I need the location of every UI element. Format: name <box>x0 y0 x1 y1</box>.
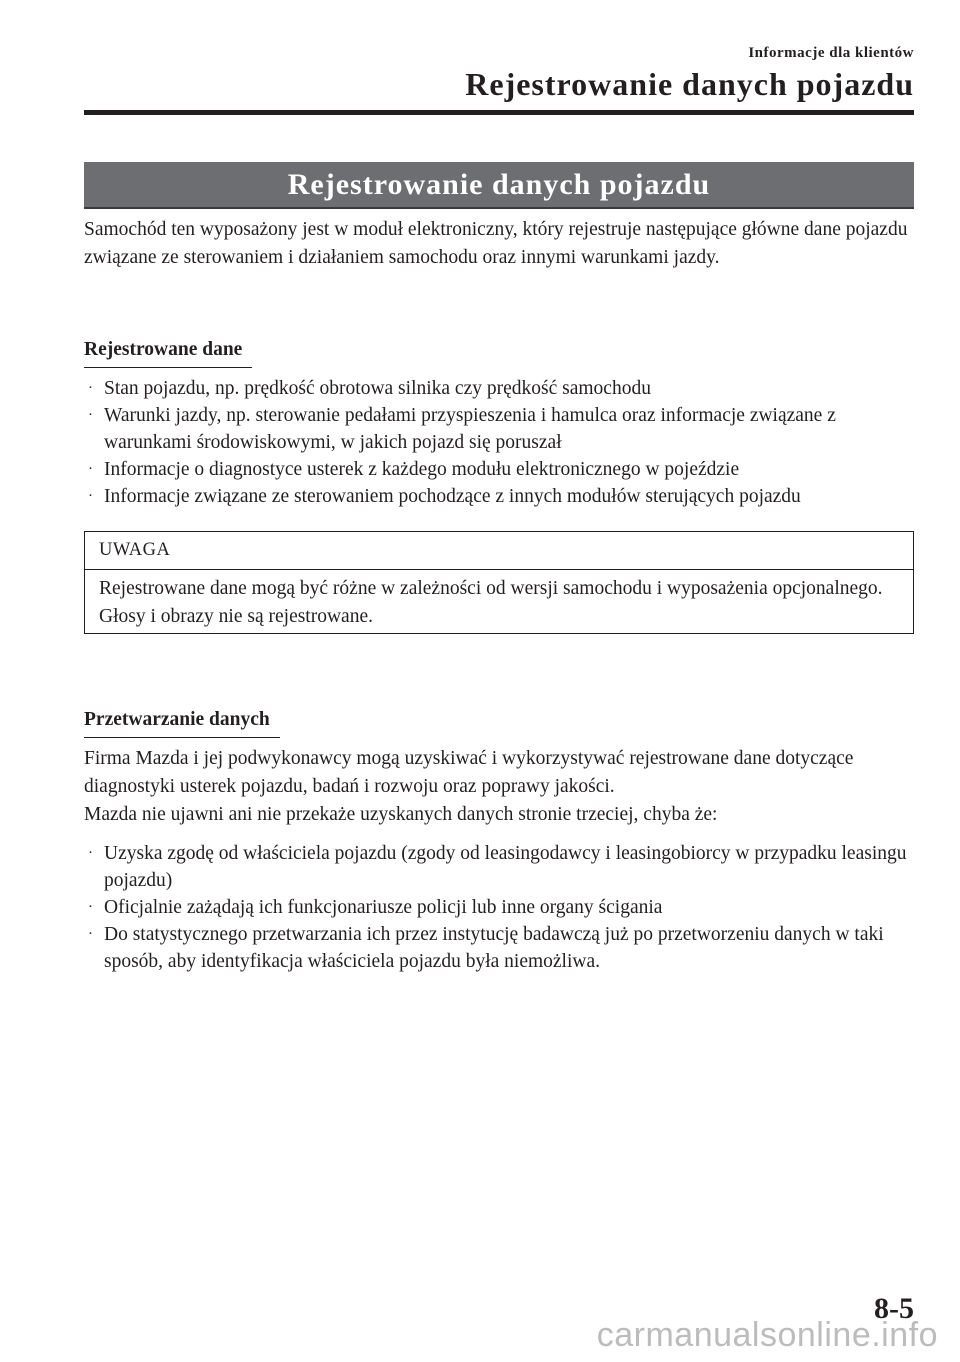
watermark: carmanualsonline.info <box>596 1316 938 1354</box>
intro-paragraph: Samochód ten wyposażony jest w moduł elektroniczny, który rejestruje następujące główne dane pojazdu związane ze sterowaniem i działaniem samochodu oraz innymi warunkami jazdy. <box>84 219 908 268</box>
list-item-text: Stan pojazdu, np. prędkość obrotowa silnika czy prędkość samochodu <box>104 378 651 399</box>
section-banner-title: Rejestrowanie danych pojazdu <box>287 167 711 201</box>
note-box <box>84 531 914 634</box>
section-banner <box>84 162 914 209</box>
list-item-text: Oficjalnie zażądają ich funkcjonariusze policji lub inne organy ścigania <box>104 897 663 918</box>
header-rule <box>84 110 914 115</box>
recorded-data-list <box>84 375 914 510</box>
bullet-dot: · <box>88 407 93 423</box>
bullet-dot: · <box>88 488 93 504</box>
list-item-text: Do statystycznego przetwarzania ich przez instytucję badawczą już po przetworzeniu danych w taki sposób, aby identyfikacja właściciela pojazdu była niemożliwa. <box>104 924 884 972</box>
page-number: 8-5 <box>874 1292 914 1325</box>
note-title: UWAGA <box>85 532 913 570</box>
bullet-dot: · <box>88 845 93 861</box>
list-item-text: Informacje związane ze sterowaniem pochodzące z innych modułów sterujących pojazdu <box>104 486 801 507</box>
header-title: Rejestrowanie danych pojazdu <box>465 66 914 102</box>
bullet-dot: · <box>88 926 93 942</box>
processing-heading: Przetwarzanie danych <box>84 708 280 738</box>
note-text: Rejestrowane dane mogą być różne w zależności od wersji samochodu i wyposażenia opcjonalnego. Głosy i obrazy nie są rejestrowane. <box>99 578 883 627</box>
bullet-dot: · <box>88 380 93 396</box>
list-item <box>84 402 914 456</box>
list-item <box>84 921 914 975</box>
recorded-data-heading: Rejestrowane dane <box>84 338 252 368</box>
list-item <box>84 375 914 402</box>
bullet-dot: · <box>88 461 93 477</box>
header-section-label: Informacje dla klientów <box>748 45 914 61</box>
list-item <box>84 456 914 483</box>
list-item <box>84 840 914 894</box>
list-item <box>84 483 914 510</box>
list-item-text: Warunki jazdy, np. sterowanie pedałami przyspieszenia i hamulca oraz informacje związane z warunkami środowiskowymi, w jakich pojazd się poruszał <box>104 405 836 453</box>
bullet-dot: · <box>88 899 93 915</box>
list-item <box>84 894 914 921</box>
processing-paragraph-2: Mazda nie ujawni ani nie przekaże uzyskanych danych stronie trzeciej, chyba że: <box>84 804 718 825</box>
processing-conditions-list <box>84 840 914 975</box>
list-item-text: Uzyska zgodę od właściciela pojazdu (zgody od leasingodawcy i leasingobiorcy w przypadku leasingu pojazdu) <box>104 843 907 891</box>
list-item-text: Informacje o diagnostyce usterek z każdego modułu elektronicznego w pojeździe <box>104 459 740 480</box>
processing-paragraph-1: Firma Mazda i jej podwykonawcy mogą uzyskiwać i wykorzystywać rejestrowane dane dotyczące diagnostyki usterek pojazdu, badań i rozwoju oraz poprawy jakości. <box>84 748 854 797</box>
